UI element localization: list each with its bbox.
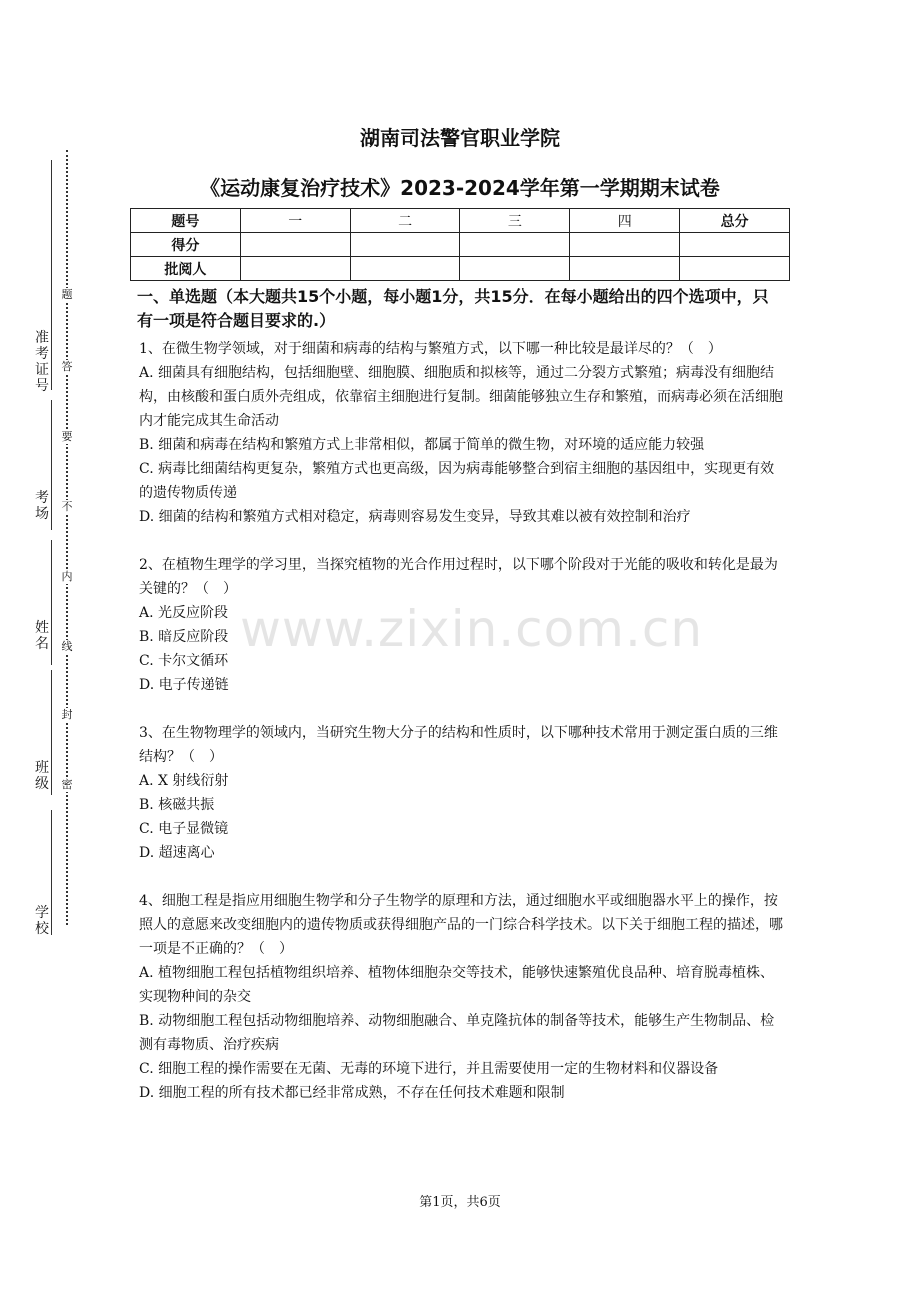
score-header-cell: 三 [460, 209, 570, 233]
option-b: B. 细菌和病毒在结构和繁殖方式上非常相似，都属于简单的微生物，对环境的适应能力较强 [139, 437, 705, 453]
question-1 [139, 337, 784, 529]
option-d: D. 电子传递链 [139, 677, 229, 693]
score-cell[interactable] [350, 233, 460, 257]
score-header-cell: 一 [240, 209, 350, 233]
school-title: 湖南司法警官职业学院 [360, 126, 560, 150]
score-cell[interactable] [570, 233, 680, 257]
question-stem: 4、细胞工程是指应用细胞生物学和分子生物学的原理和方法，通过细胞水平或细胞器水平上的操作，按照人的意愿来改变细胞内的遗传物质或获得细胞产品的一门综合科学技术。以下关于细胞工程的描述，哪一项是不正确的？（ ） [139, 893, 783, 957]
option-a: A. 细菌具有细胞结构，包括细胞壁、细胞膜、细胞质和拟核等，通过二分裂方式繁殖；病毒没有细胞结构，由核酸和蛋白质外壳组成，依靠宿主细胞进行复制。细菌能够独立生存和繁殖，而病毒必须在活细胞内才能完成其生命活动 [139, 365, 783, 429]
exam-title: 《运动康复治疗技术》2023-2024学年第一学期期末试卷 [200, 176, 720, 200]
score-cell[interactable] [240, 233, 350, 257]
exam-number-label: 准考证号 [35, 330, 49, 394]
question-3 [139, 721, 784, 865]
grader-cell[interactable] [350, 257, 460, 281]
question-4 [139, 889, 784, 1105]
seal-char: 题 [59, 288, 75, 302]
exam-room-label: 考场 [35, 490, 49, 522]
seal-char: 要 [59, 430, 75, 444]
seal-char: 答 [59, 360, 75, 374]
grader-cell[interactable] [240, 257, 350, 281]
score-row-label: 得分 [131, 233, 241, 257]
question-stem: 2、在植物生理学的学习里，当探究植物的光合作用过程时，以下哪个阶段对于光能的吸收和转化是最为关键的？（ ） [139, 557, 778, 597]
seal-dotted-line [66, 150, 68, 925]
seal-char: 封 [59, 708, 75, 722]
name-label: 姓名 [35, 620, 49, 652]
seal-char: 密 [59, 778, 75, 792]
grader-row-label: 批阅人 [131, 257, 241, 281]
grader-row [131, 257, 790, 281]
option-c: C. 电子显微镜 [139, 821, 229, 837]
option-a: A. 光反应阶段 [139, 605, 229, 621]
section-heading: 一、单选题（本大题共15个小题，每小题1分，共15分．在每小题给出的四个选项中，只有一项是符合题目要求的.） [137, 287, 769, 330]
option-d: D. 细菌的结构和繁殖方式相对稳定，病毒则容易发生变异，导致其难以被有效控制和治疗 [139, 509, 691, 525]
option-b: B. 动物细胞工程包括动物细胞培养、动物细胞融合、单克隆抗体的制备等技术，能够生产生物制品、检测有毒物质、治疗疾病 [139, 1013, 775, 1053]
seal-char: 线 [59, 640, 75, 654]
exam-content [139, 285, 784, 1129]
seal-char: 不 [59, 500, 75, 514]
option-a: A. X 射线衍射 [139, 773, 229, 789]
option-c: C. 卡尔文循环 [139, 653, 229, 669]
school-label: 学校 [35, 905, 49, 937]
score-table-header-row [131, 209, 790, 233]
class-label: 班级 [35, 760, 49, 792]
binding-margin [0, 0, 100, 1302]
option-b: B. 暗反应阶段 [139, 629, 229, 645]
grader-cell[interactable] [460, 257, 570, 281]
option-a: A. 植物细胞工程包括植物组织培养、植物体细胞杂交等技术，能够快速繁殖优良品种、培育脱毒植株、实现物种间的杂交 [139, 965, 775, 1005]
score-cell[interactable] [680, 233, 790, 257]
seal-char: 内 [59, 570, 75, 584]
question-stem: 3、在生物物理学的领域内，当研究生物大分子的结构和性质时，以下哪种技术常用于测定蛋白质的三维结构？（ ） [139, 725, 778, 765]
score-cell[interactable] [460, 233, 570, 257]
grader-cell[interactable] [570, 257, 680, 281]
watermark: www.zixin.com.cn [240, 600, 704, 658]
score-header-cell: 总分 [680, 209, 790, 233]
score-header-cell: 二 [350, 209, 460, 233]
score-table [130, 208, 790, 281]
option-c: C. 细胞工程的操作需要在无菌、无毒的环境下进行，并且需要使用一定的生物材料和仪器设备 [139, 1061, 719, 1077]
page-footer: 第1页，共6页 [419, 1195, 501, 1210]
grader-cell[interactable] [680, 257, 790, 281]
option-d: D. 超速离心 [139, 845, 215, 861]
option-b: B. 核磁共振 [139, 797, 215, 813]
score-header-cell: 题号 [131, 209, 241, 233]
question-stem: 1、在微生物学领域，对于细菌和病毒的结构与繁殖方式，以下哪一种比较是最详尽的？（ ） [139, 341, 722, 357]
score-row [131, 233, 790, 257]
option-c: C. 病毒比细菌结构更复杂，繁殖方式也更高级，因为病毒能够整合到宿主细胞的基因组中，实现更有效的遗传物质传递 [139, 461, 775, 501]
score-header-cell: 四 [570, 209, 680, 233]
option-d: D. 细胞工程的所有技术都已经非常成熟，不存在任何技术难题和限制 [139, 1085, 565, 1101]
